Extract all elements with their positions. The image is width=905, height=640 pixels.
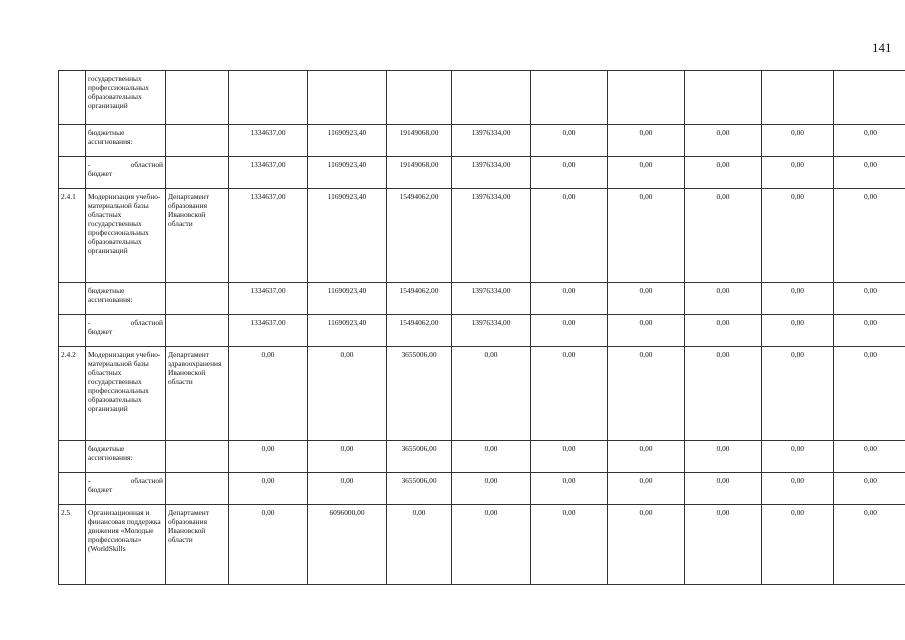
row-executor-cell: Департамент образования Ивановской области: [166, 189, 229, 283]
value-cell: 0,00: [685, 157, 762, 189]
value-cell: 0,00: [531, 473, 608, 505]
value-cell: [608, 71, 685, 125]
row-executor-cell: [166, 283, 229, 315]
table-row: [59, 505, 905, 585]
value-cell: 11690923,40: [308, 125, 387, 157]
value-cell: 0,00: [608, 441, 685, 473]
value-cell: 0,00: [762, 315, 834, 347]
value-cell: 6096000,00: [308, 505, 387, 585]
value-cell: 13976334,00: [452, 315, 531, 347]
row-index-cell: [59, 71, 86, 125]
row-name-cell: Модернизация учебно-материальной базы областных государственных профессиональных образовательных организаций: [86, 189, 166, 283]
value-cell: [762, 71, 834, 125]
budget-source-label: областной: [130, 160, 163, 169]
row-index-cell: [59, 157, 86, 189]
value-cell: 0,00: [834, 441, 905, 473]
value-cell: 0,00: [762, 347, 834, 441]
value-cell: 1334637,00: [229, 157, 308, 189]
row-name-cell: бюджетные ассигнования:: [86, 125, 166, 157]
value-cell: [531, 71, 608, 125]
value-cell: 0,00: [762, 283, 834, 315]
value-cell: [229, 71, 308, 125]
value-cell: 1334637,00: [229, 125, 308, 157]
value-cell: 0,00: [834, 347, 905, 441]
dash-mark: -: [88, 476, 91, 485]
table-row: [59, 283, 905, 315]
row-name-cell: бюджетные ассигнования:: [86, 441, 166, 473]
value-cell: 0,00: [387, 505, 452, 585]
row-name-cell: [86, 157, 166, 189]
value-cell: [387, 71, 452, 125]
table-row: [59, 125, 905, 157]
value-cell: 0,00: [685, 189, 762, 283]
row-name-cell: Модернизация учебно-материальной базы областных государственных профессиональных образовательных организаций: [86, 347, 166, 441]
value-cell: 0,00: [762, 125, 834, 157]
value-cell: 0,00: [608, 315, 685, 347]
row-executor-cell: [166, 473, 229, 505]
value-cell: 15494062,00: [387, 315, 452, 347]
value-cell: [834, 71, 905, 125]
row-index-cell: 2.4.2: [59, 347, 86, 441]
value-cell: 0,00: [531, 125, 608, 157]
value-cell: 0,00: [685, 347, 762, 441]
page-number: 141: [872, 40, 892, 55]
value-cell: [308, 71, 387, 125]
value-cell: 0,00: [834, 157, 905, 189]
value-cell: 0,00: [308, 441, 387, 473]
value-cell: 15494062,00: [387, 283, 452, 315]
value-cell: 0,00: [762, 441, 834, 473]
budget-source-label: областной: [130, 476, 163, 485]
value-cell: 13976334,00: [452, 125, 531, 157]
value-cell: 0,00: [762, 189, 834, 283]
value-cell: 0,00: [229, 505, 308, 585]
row-executor-cell: Департамент здравоохранения Ивановской области: [166, 347, 229, 441]
row-index-cell: 2.4.1: [59, 189, 86, 283]
row-name-cell: [86, 473, 166, 505]
value-cell: [452, 71, 531, 125]
value-cell: 0,00: [608, 283, 685, 315]
row-name-cell: Организационная и финансовая поддержка движения «Молодые профессионалы» (WorldSkills: [86, 505, 166, 585]
table-row: [59, 315, 905, 347]
value-cell: 0,00: [531, 315, 608, 347]
value-cell: 0,00: [685, 283, 762, 315]
value-cell: 19149068,00: [387, 125, 452, 157]
table-row: [59, 157, 905, 189]
dash-mark: -: [88, 160, 91, 169]
budget-table: [58, 70, 905, 585]
value-cell: 13976334,00: [452, 283, 531, 315]
table-row: [59, 441, 905, 473]
row-executor-cell: [166, 71, 229, 125]
value-cell: 0,00: [452, 505, 531, 585]
value-cell: 0,00: [531, 347, 608, 441]
value-cell: 0,00: [685, 125, 762, 157]
value-cell: 0,00: [531, 505, 608, 585]
value-cell: 3655006,00: [387, 441, 452, 473]
value-cell: 0,00: [531, 283, 608, 315]
budget-source-label: областной: [130, 318, 163, 327]
value-cell: 0,00: [762, 157, 834, 189]
value-cell: 1334637,00: [229, 315, 308, 347]
value-cell: 15494062,00: [387, 189, 452, 283]
value-cell: 0,00: [608, 347, 685, 441]
value-cell: 0,00: [834, 505, 905, 585]
value-cell: 13976334,00: [452, 189, 531, 283]
value-cell: 0,00: [834, 125, 905, 157]
value-cell: 0,00: [229, 441, 308, 473]
value-cell: 0,00: [608, 157, 685, 189]
value-cell: 0,00: [608, 505, 685, 585]
value-cell: 0,00: [452, 347, 531, 441]
table-row: [59, 347, 905, 441]
value-cell: 1334637,00: [229, 189, 308, 283]
row-index-cell: 2.5: [59, 505, 86, 585]
value-cell: 0,00: [308, 347, 387, 441]
row-name-cell: бюджетные ассигнования:: [86, 283, 166, 315]
row-executor-cell: [166, 441, 229, 473]
table-row: [59, 189, 905, 283]
value-cell: 0,00: [762, 473, 834, 505]
value-cell: 0,00: [531, 157, 608, 189]
value-cell: 11690923,40: [308, 189, 387, 283]
row-executor-cell: Департамент образования Ивановской области: [166, 505, 229, 585]
value-cell: 11690923,40: [308, 157, 387, 189]
value-cell: 13976334,00: [452, 157, 531, 189]
value-cell: 11690923,40: [308, 315, 387, 347]
value-cell: 11690923,40: [308, 283, 387, 315]
value-cell: [685, 71, 762, 125]
dash-mark: -: [88, 318, 91, 327]
value-cell: 0,00: [229, 347, 308, 441]
budget-word: бюджет: [88, 327, 113, 336]
value-cell: 0,00: [608, 473, 685, 505]
value-cell: 0,00: [834, 283, 905, 315]
value-cell: 0,00: [531, 441, 608, 473]
row-index-cell: [59, 283, 86, 315]
budget-word: бюджет: [88, 169, 113, 178]
budget-word: бюджет: [88, 485, 113, 494]
value-cell: 3655006,00: [387, 347, 452, 441]
value-cell: 0,00: [685, 505, 762, 585]
table-row: [59, 473, 905, 505]
value-cell: 0,00: [685, 473, 762, 505]
value-cell: 0,00: [834, 473, 905, 505]
value-cell: 0,00: [762, 505, 834, 585]
row-index-cell: [59, 473, 86, 505]
table-row: [59, 71, 905, 125]
value-cell: 0,00: [452, 441, 531, 473]
row-executor-cell: [166, 125, 229, 157]
value-cell: 0,00: [531, 189, 608, 283]
value-cell: 0,00: [685, 441, 762, 473]
value-cell: 0,00: [608, 189, 685, 283]
value-cell: 0,00: [834, 315, 905, 347]
value-cell: 19149068,00: [387, 157, 452, 189]
value-cell: 3655006,00: [387, 473, 452, 505]
row-index-cell: [59, 441, 86, 473]
value-cell: 0,00: [229, 473, 308, 505]
row-index-cell: [59, 315, 86, 347]
value-cell: 0,00: [608, 125, 685, 157]
row-name-cell: государственных профессиональных образовательных организаций: [86, 71, 166, 125]
row-executor-cell: [166, 157, 229, 189]
value-cell: 0,00: [452, 473, 531, 505]
value-cell: 1334637,00: [229, 283, 308, 315]
value-cell: 0,00: [308, 473, 387, 505]
row-index-cell: [59, 125, 86, 157]
row-name-cell: [86, 315, 166, 347]
value-cell: 0,00: [834, 189, 905, 283]
value-cell: 0,00: [685, 315, 762, 347]
row-executor-cell: [166, 315, 229, 347]
